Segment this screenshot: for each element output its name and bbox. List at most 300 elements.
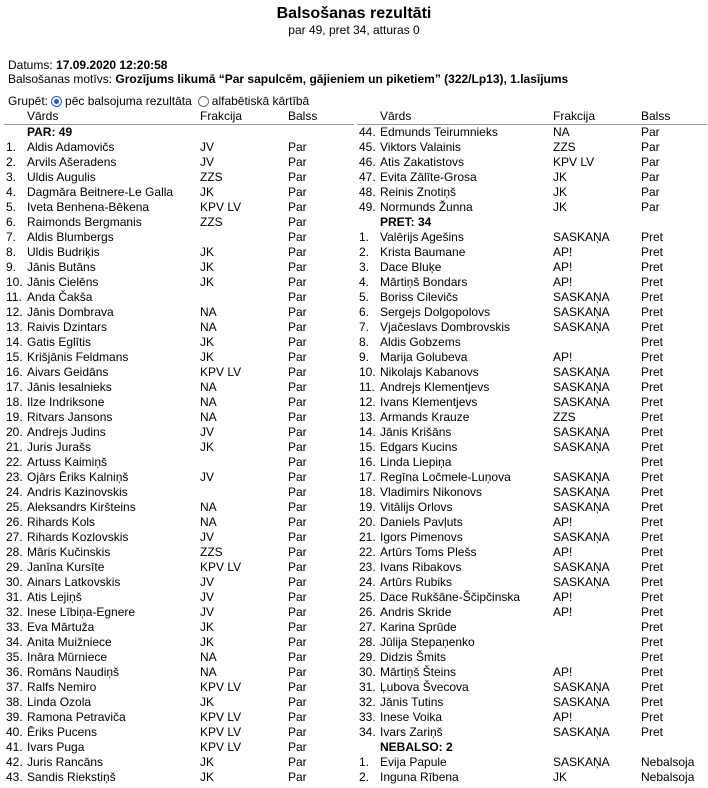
deputy-name: Viktors Valainis xyxy=(380,140,461,154)
deputy-fraction: NA xyxy=(200,515,217,529)
deputy-fraction: AP! xyxy=(553,605,573,619)
row-number: 29. xyxy=(359,650,376,664)
deputy-fraction: NA xyxy=(200,320,217,334)
deputy-vote: Pret xyxy=(641,530,664,544)
motive-label: Balsošanas motīvs: xyxy=(8,72,113,86)
table-row xyxy=(357,395,707,410)
row-number: 9. xyxy=(359,350,370,364)
deputy-vote: Pret xyxy=(641,710,664,724)
deputy-name: Evita Zālīte-Grosa xyxy=(380,170,477,184)
deputy-fraction: JK xyxy=(200,260,215,274)
deputy-name: Jānis Krišāns xyxy=(380,425,452,439)
deputy-vote: Par xyxy=(288,245,307,259)
deputy-vote: Par xyxy=(288,620,307,634)
deputy-name: Ēriks Pucens xyxy=(27,725,98,739)
deputy-name: Romāns Naudiņš xyxy=(27,665,120,679)
deputy-fraction: SASKAŅA xyxy=(553,695,610,709)
table-row xyxy=(357,575,707,590)
deputy-vote: Pret xyxy=(641,365,664,379)
table-row xyxy=(4,305,354,320)
group-heading xyxy=(357,740,707,755)
table-row xyxy=(4,320,354,335)
row-number: 47. xyxy=(359,170,376,184)
deputy-fraction: KPV LV xyxy=(553,155,595,169)
table-row xyxy=(357,275,707,290)
deputy-vote: Par xyxy=(288,425,307,439)
deputy-name: Jānis Cielēns xyxy=(27,275,99,289)
group-heading-label: NEBALSO: 2 xyxy=(380,740,453,754)
table-row xyxy=(357,665,707,680)
row-number: 15. xyxy=(359,440,376,454)
header-name: Vārds xyxy=(380,109,412,123)
row-number: 9. xyxy=(6,260,17,274)
header-fraction: Frakcija xyxy=(553,109,596,123)
deputy-name: Arvils Ašeradens xyxy=(27,155,117,169)
deputy-vote: Par xyxy=(288,305,307,319)
deputy-vote: Par xyxy=(288,665,307,679)
deputy-vote: Pret xyxy=(641,290,664,304)
table-row xyxy=(4,395,354,410)
table-row xyxy=(4,215,354,230)
table-row xyxy=(357,620,707,635)
group-selector xyxy=(8,94,309,108)
page-title: Balsošanas rezultāti xyxy=(276,5,432,22)
row-number: 48. xyxy=(359,185,376,199)
row-number: 7. xyxy=(6,230,17,244)
deputy-vote: Par xyxy=(288,500,307,514)
table-row xyxy=(357,500,707,515)
deputy-vote: Pret xyxy=(641,605,664,619)
deputy-name: Gatis Eglītis xyxy=(27,335,92,349)
row-number: 11. xyxy=(359,380,375,394)
table-row xyxy=(4,410,354,425)
row-number: 44. xyxy=(359,125,376,139)
table-row xyxy=(4,560,354,575)
deputy-name: Janīna Kursīte xyxy=(27,560,105,574)
deputy-vote: Pret xyxy=(641,380,664,394)
deputy-name: Jānis Tutins xyxy=(380,695,444,709)
results-column-left xyxy=(4,109,354,785)
deputy-name: Juris Jurašs xyxy=(27,440,92,454)
deputy-fraction: JK xyxy=(200,620,215,634)
deputy-vote: Par xyxy=(288,410,307,424)
table-row xyxy=(357,350,707,365)
deputy-fraction: JK xyxy=(200,440,215,454)
deputy-fraction: KPV LV xyxy=(200,740,242,754)
deputy-name: Ivans Klementjevs xyxy=(380,395,478,409)
deputy-fraction: SASKAŅA xyxy=(553,560,610,574)
deputy-fraction: SASKAŅA xyxy=(553,485,610,499)
deputy-name: Mārtiņš Šteins xyxy=(380,665,457,679)
table-row xyxy=(357,545,707,560)
deputy-fraction: NA xyxy=(553,125,570,139)
deputy-vote: Pret xyxy=(641,260,664,274)
row-number: 3. xyxy=(359,260,370,274)
row-number: 21. xyxy=(359,530,376,544)
table-row xyxy=(4,695,354,710)
table-row xyxy=(357,590,707,605)
table-row xyxy=(357,485,707,500)
deputy-fraction: JV xyxy=(200,155,215,169)
deputy-name: Boriss Cilevičs xyxy=(380,290,459,304)
row-number: 40. xyxy=(6,725,23,739)
header-fraction: Frakcija xyxy=(200,109,243,123)
deputy-fraction: JK xyxy=(200,755,215,769)
deputy-fraction: JV xyxy=(200,425,215,439)
deputy-vote: Par xyxy=(641,200,660,214)
deputy-fraction: SASKAŅA xyxy=(553,395,610,409)
table-row xyxy=(357,725,707,740)
deputy-name: Dagmāra Beitnere-Le Galla xyxy=(27,185,174,199)
deputy-fraction: JV xyxy=(200,470,215,484)
table-row xyxy=(357,305,707,320)
row-number: 18. xyxy=(6,395,23,409)
deputy-name: Inese Lībiņa-Egnere xyxy=(27,605,136,619)
deputy-name: Ritvars Jansons xyxy=(27,410,113,424)
deputy-name: Uldis Augulis xyxy=(27,170,96,184)
deputy-name: Rihards Kozlovskis xyxy=(27,530,129,544)
table-row xyxy=(357,605,707,620)
table-row xyxy=(4,530,354,545)
deputy-name: Edmunds Teirumnieks xyxy=(380,125,498,139)
deputy-vote: Par xyxy=(288,380,307,394)
deputy-name: Anda Čakša xyxy=(27,290,93,304)
row-number: 13. xyxy=(6,320,23,334)
deputy-fraction: ZZS xyxy=(200,170,223,184)
row-number: 19. xyxy=(6,410,23,424)
row-number: 8. xyxy=(359,335,370,349)
table-row xyxy=(4,185,354,200)
deputy-name: Linda Liepiņa xyxy=(380,455,452,469)
deputy-vote: Nebalsoja xyxy=(641,755,695,769)
deputy-vote: Par xyxy=(288,755,307,769)
table-row xyxy=(4,155,354,170)
deputy-vote: Pret xyxy=(641,635,664,649)
deputy-vote: Par xyxy=(288,710,307,724)
deputy-fraction: JK xyxy=(200,695,215,709)
table-row xyxy=(4,650,354,665)
table-row xyxy=(4,275,354,290)
deputy-vote: Pret xyxy=(641,305,664,319)
row-number: 4. xyxy=(6,185,17,199)
row-number: 30. xyxy=(6,575,23,589)
deputy-vote: Pret xyxy=(641,560,664,574)
deputy-vote: Pret xyxy=(641,470,664,484)
table-row xyxy=(357,125,707,140)
deputy-vote: Par xyxy=(288,290,307,304)
deputy-name: Jānis Dombrava xyxy=(27,305,114,319)
deputy-fraction: JK xyxy=(553,185,568,199)
deputy-name: Aleksandrs Kiršteins xyxy=(27,500,136,514)
deputy-name: Juris Rancāns xyxy=(27,755,104,769)
row-number: 22. xyxy=(359,545,376,559)
deputy-vote: Par xyxy=(641,155,660,169)
row-number: 15. xyxy=(6,350,23,364)
table-row xyxy=(357,650,707,665)
deputy-vote: Pret xyxy=(641,485,664,499)
deputy-vote: Par xyxy=(288,140,307,154)
row-number: 32. xyxy=(6,605,23,619)
deputy-fraction: AP! xyxy=(553,545,573,559)
deputy-fraction: JK xyxy=(200,245,215,259)
row-number: 14. xyxy=(6,335,23,349)
deputy-vote: Par xyxy=(288,770,307,784)
row-number: 10. xyxy=(359,365,376,379)
deputy-vote: Par xyxy=(288,335,307,349)
row-number: 21. xyxy=(6,440,23,454)
deputy-name: Armands Krauze xyxy=(380,410,470,424)
deputy-name: Raimonds Bergmanis xyxy=(27,215,142,229)
deputy-vote: Par xyxy=(288,395,307,409)
row-number: 26. xyxy=(6,515,23,529)
deputy-fraction: SASKAŅA xyxy=(553,290,610,304)
row-number: 17. xyxy=(359,470,376,484)
row-number: 36. xyxy=(6,665,23,679)
table-row xyxy=(4,770,354,785)
row-number: 19. xyxy=(359,500,376,514)
row-number: 33. xyxy=(6,620,23,634)
table-row xyxy=(4,380,354,395)
deputy-name: Anita Muižniece xyxy=(27,635,112,649)
deputy-name: Artūrs Rubiks xyxy=(380,575,453,589)
deputy-name: Krišjānis Feldmans xyxy=(27,350,129,364)
deputy-fraction: SASKAŅA xyxy=(553,380,610,394)
table-row xyxy=(357,560,707,575)
row-number: 34. xyxy=(359,725,376,739)
row-number: 32. xyxy=(359,695,376,709)
row-number: 1. xyxy=(359,230,370,244)
row-number: 2. xyxy=(359,770,370,784)
header-vote: Balss xyxy=(641,109,671,123)
deputy-name: Ivars Zariņš xyxy=(380,725,443,739)
deputy-fraction: JV xyxy=(200,575,215,589)
table-row xyxy=(357,185,707,200)
row-number: 3. xyxy=(6,170,17,184)
deputy-vote: Par xyxy=(288,590,307,604)
deputy-fraction: AP! xyxy=(553,710,573,724)
deputy-name: Atis Zakatistovs xyxy=(380,155,465,169)
deputy-fraction: ZZS xyxy=(553,140,576,154)
group-heading xyxy=(4,125,354,140)
deputy-vote: Nebalsoja xyxy=(641,770,695,784)
header-name: Vārds xyxy=(27,109,59,123)
deputy-name: Ojārs Ēriks Kalniņš xyxy=(27,470,129,484)
deputy-vote: Pret xyxy=(641,455,664,469)
table-row xyxy=(4,230,354,245)
deputy-fraction: JV xyxy=(200,590,215,604)
deputy-fraction: NA xyxy=(200,650,217,664)
row-number: 16. xyxy=(359,455,376,469)
table-row xyxy=(4,710,354,725)
deputy-name: Andris Skride xyxy=(380,605,452,619)
table-row xyxy=(357,140,707,155)
deputy-fraction: JK xyxy=(200,635,215,649)
radio-alphabetical[interactable] xyxy=(198,96,209,107)
row-number: 29. xyxy=(6,560,23,574)
row-number: 49. xyxy=(359,200,376,214)
table-row xyxy=(357,320,707,335)
deputy-vote: Par xyxy=(641,125,660,139)
table-row xyxy=(4,635,354,650)
deputy-fraction: AP! xyxy=(553,260,573,274)
deputy-vote: Par xyxy=(288,440,307,454)
deputy-name: Aivars Geidāns xyxy=(27,365,109,379)
group-label: Grupēt: xyxy=(8,94,49,108)
deputy-fraction: ZZS xyxy=(553,410,576,424)
deputy-fraction: SASKAŅA xyxy=(553,470,610,484)
deputy-name: Ivars Puga xyxy=(27,740,85,754)
deputy-name: Igors Pimenovs xyxy=(380,530,463,544)
deputy-name: Aldis Blumbergs xyxy=(27,230,114,244)
deputy-name: Atis Lejiņš xyxy=(27,590,82,604)
deputy-vote: Par xyxy=(288,530,307,544)
deputy-vote: Par xyxy=(288,545,307,559)
deputy-fraction: AP! xyxy=(553,275,573,289)
row-number: 6. xyxy=(359,305,370,319)
deputy-vote: Pret xyxy=(641,440,664,454)
deputy-fraction: JK xyxy=(553,200,568,214)
page-subtitle: par 49, pret 34, atturas 0 xyxy=(288,23,420,37)
deputy-name: Normunds Žunna xyxy=(380,200,473,214)
deputy-vote: Pret xyxy=(641,395,664,409)
deputy-vote: Par xyxy=(288,470,307,484)
row-number: 16. xyxy=(6,365,23,379)
deputy-vote: Pret xyxy=(641,230,664,244)
deputy-fraction: SASKAŅA xyxy=(553,755,610,769)
deputy-fraction: NA xyxy=(200,380,217,394)
row-number: 37. xyxy=(6,680,23,694)
deputy-name: Vitālijs Orlovs xyxy=(380,500,453,514)
deputy-fraction: AP! xyxy=(553,665,573,679)
deputy-name: Nikolajs Kabanovs xyxy=(380,365,479,379)
header-vote: Balss xyxy=(288,109,318,123)
deputy-name: Jūlija Stepaņenko xyxy=(380,635,475,649)
deputy-vote: Pret xyxy=(641,515,664,529)
deputy-name: Vladimirs Nikonovs xyxy=(380,485,483,499)
deputy-fraction: SASKAŅA xyxy=(553,530,610,544)
row-number: 46. xyxy=(359,155,376,169)
radio-by-result[interactable] xyxy=(51,96,62,107)
row-number: 33. xyxy=(359,710,376,724)
deputy-vote: Par xyxy=(288,185,307,199)
vote-meta xyxy=(8,58,568,86)
table-row xyxy=(357,635,707,650)
table-row xyxy=(4,200,354,215)
radio-by-result-label[interactable]: pēc balsojuma rezultāta xyxy=(65,94,192,108)
deputy-vote: Par xyxy=(288,740,307,754)
group-heading-label: PRET: 34 xyxy=(380,215,432,229)
deputy-fraction: SASKAŅA xyxy=(553,365,610,379)
deputy-fraction: JK xyxy=(553,770,568,784)
table-header xyxy=(4,109,354,125)
deputy-name: Linda Ozola xyxy=(27,695,92,709)
group-heading-label: PAR: 49 xyxy=(27,125,73,139)
table-row xyxy=(357,410,707,425)
table-row xyxy=(357,200,707,215)
deputy-vote: Pret xyxy=(641,335,664,349)
row-number: 8. xyxy=(6,245,17,259)
deputy-name: Ivans Ribakovs xyxy=(380,560,462,574)
row-number: 18. xyxy=(359,485,376,499)
deputy-name: Ainars Latkovskis xyxy=(27,575,121,589)
deputy-vote: Par xyxy=(641,170,660,184)
deputy-name: Māris Kučinskis xyxy=(27,545,111,559)
deputy-vote: Par xyxy=(288,200,307,214)
table-row xyxy=(357,425,707,440)
deputy-name: Sandis Riekstiņš xyxy=(27,770,116,784)
deputy-vote: Par xyxy=(641,185,660,199)
deputy-fraction: SASKAŅA xyxy=(553,440,610,454)
deputy-fraction: AP! xyxy=(553,590,573,604)
row-number: 25. xyxy=(6,500,23,514)
table-row xyxy=(4,170,354,185)
deputy-vote: Pret xyxy=(641,620,664,634)
table-row xyxy=(4,755,354,770)
row-number: 30. xyxy=(359,665,376,679)
table-row xyxy=(357,530,707,545)
deputy-name: Krista Baumane xyxy=(380,245,466,259)
deputy-vote: Par xyxy=(288,635,307,649)
results-column-right xyxy=(357,109,707,785)
deputy-name: Karina Sprūde xyxy=(380,620,457,634)
deputy-vote: Pret xyxy=(641,665,664,679)
deputy-vote: Par xyxy=(288,695,307,709)
deputy-name: Inese Voika xyxy=(380,710,443,724)
table-row xyxy=(4,590,354,605)
table-row xyxy=(357,365,707,380)
deputy-fraction: NA xyxy=(200,665,217,679)
deputy-vote: Par xyxy=(288,170,307,184)
table-header xyxy=(357,109,707,125)
deputy-fraction: NA xyxy=(200,395,217,409)
row-number: 12. xyxy=(6,305,23,319)
deputy-name: Rihards Kols xyxy=(27,515,96,529)
deputy-vote: Par xyxy=(288,365,307,379)
row-number: 24. xyxy=(359,575,376,589)
row-number: 42. xyxy=(6,755,23,769)
deputy-name: Aldis Adamovičs xyxy=(27,140,115,154)
deputy-vote: Par xyxy=(288,560,307,574)
table-row xyxy=(357,770,707,785)
row-number: 31. xyxy=(6,590,23,604)
table-row xyxy=(4,350,354,365)
table-row xyxy=(4,260,354,275)
radio-alphabetical-label[interactable]: alfabētiskā kārtībā xyxy=(211,94,310,108)
table-row xyxy=(4,605,354,620)
deputy-vote: Par xyxy=(288,605,307,619)
row-number: 26. xyxy=(359,605,376,619)
table-row xyxy=(4,680,354,695)
deputy-name: Regīna Ločmele-Luņova xyxy=(380,470,511,484)
deputy-vote: Par xyxy=(288,350,307,364)
motive-value: Grozījums likumā “Par sapulcēm, gājieniem un piketiem” (322/Lp13), 1.lasījums xyxy=(115,72,569,86)
deputy-vote: Par xyxy=(288,320,307,334)
deputy-fraction: JK xyxy=(200,275,215,289)
date-value: 17.09.2020 12:20:58 xyxy=(56,58,168,72)
deputy-fraction: NA xyxy=(200,410,217,424)
deputy-fraction: SASKAŅA xyxy=(553,425,610,439)
deputy-vote: Par xyxy=(288,230,307,244)
deputy-vote: Pret xyxy=(641,545,664,559)
row-number: 28. xyxy=(359,635,376,649)
table-row xyxy=(4,425,354,440)
deputy-vote: Par xyxy=(288,215,307,229)
row-number: 34. xyxy=(6,635,23,649)
deputy-name: Didzis Šmits xyxy=(380,650,447,664)
row-number: 38. xyxy=(6,695,23,709)
row-number: 1. xyxy=(359,755,370,769)
row-number: 2. xyxy=(6,155,17,169)
